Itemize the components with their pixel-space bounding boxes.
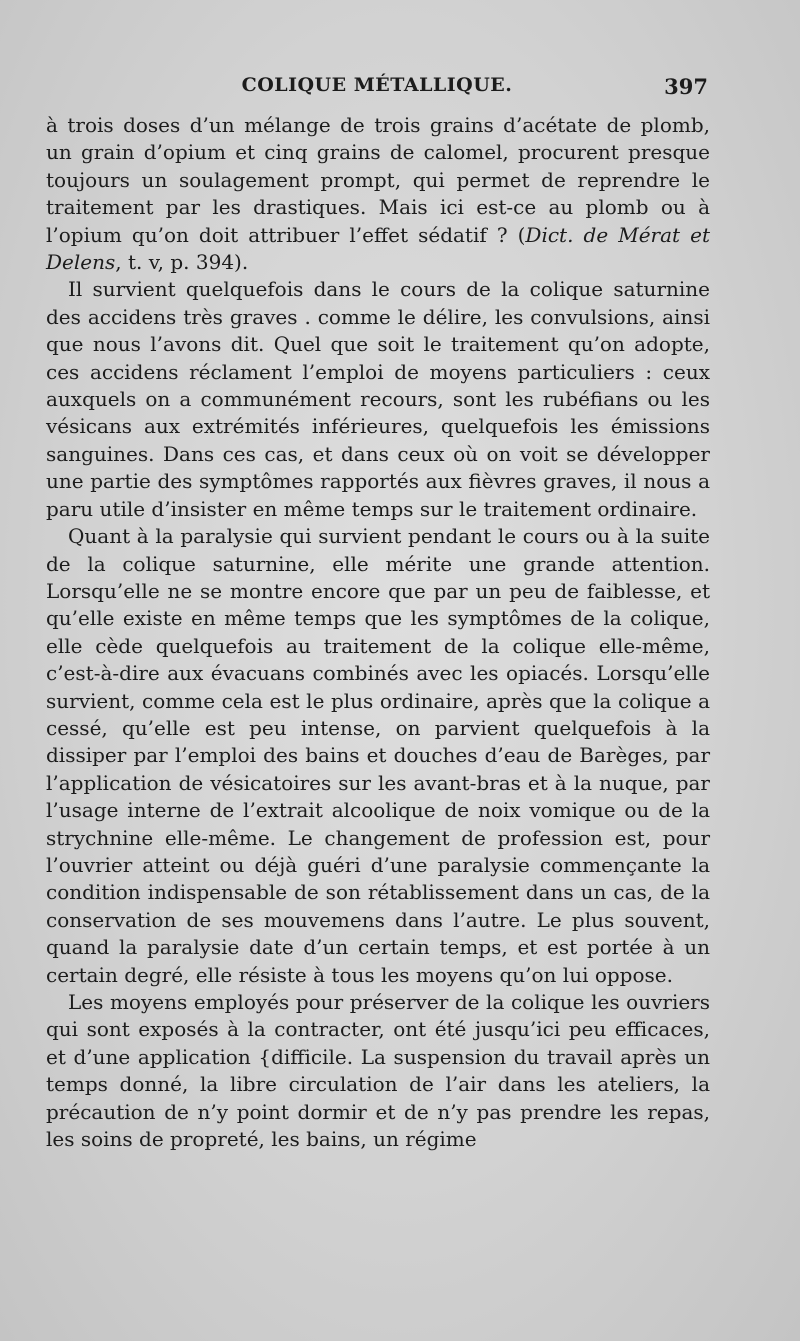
citation-reference: , t. v, p. 394). bbox=[115, 250, 249, 275]
paragraph-2: Il survient quelquefois dans le cours de la colique saturnine des accidens très graves . comme le délire, les convulsions, ainsi que nous l’avons dit. Quel que soit le traitement qu’on adopte, ces accidens réclament l’emploi de moyens particuliers : ceux auxquels on a communément recours, sont les rubéfians ou les vésicans aux extrémités inférieures, quelquefois les émissions sanguines. Dans ces cas, et dans ceux où on voit se développer une partie des symptômes rapportés aux fièvres graves, il nous a paru utile d’insister en même temps sur le traitement ordinaire. bbox=[46, 277, 710, 521]
paragraph-1-text: à trois doses d’un mélange de trois grains d’acétate de plomb, un grain d’opium et cinq grains de calomel, procurent presque toujours un soulagement prompt, qui permet de reprendre le traitement par les drastiques. Mais ici est-ce au plomb ou à l’opium qu’on doit attribuer l’effet sédatif ? ( bbox=[46, 113, 710, 247]
page-number: 397 bbox=[664, 74, 708, 99]
running-title: COLIQUE MÉTALLIQUE. bbox=[241, 74, 513, 96]
paragraph-1 bbox=[46, 112, 710, 276]
citation-title: Dict. de Mérat et Delens bbox=[46, 222, 710, 275]
body-text bbox=[46, 112, 710, 1153]
paragraph-4: Les moyens employés pour préserver de la colique les ouvriers qui sont exposés à la contracter, ont été jusqu’ici peu efficaces, et d’une application {difficile. La suspension du travail après un temps donné, la libre circulation de l’air dans les ateliers, la précaution de n’y point dormir et de n’y pas prendre les repas, les soins de propreté, les bains, un régime bbox=[46, 990, 710, 1152]
page-header bbox=[46, 74, 708, 104]
paragraph-3: Quant à la paralysie qui survient pendant le cours ou à la suite de la colique saturnine, elle mérite une grande attention. Lorsqu’elle ne se montre encore que par un peu de faiblesse, et qu’elle existe en même temps que les symptômes de la colique, elle cède quelquefois au traitement de la colique elle-même, c’est-à-dire aux évacuans combinés avec les opiacés. Lorsqu’elle survient, comme cela est le plus ordinaire, après que la colique a cessé, qu’elle est peu intense, on parvient quelquefois à la dissiper par l’emploi des bains et douches d’eau de Barèges, par l’application de vésicatoires sur les avant-bras et à la nuque, par l’usage interne de l’extrait alcoolique de noix vomique ou de la strychnine elle-même. Le changement de profession est, pour l’ouvrier atteint ou déjà guéri d’une paralysie commençante la condition indispensable de son rétablissement dans un cas, de la conservation de ses mouvemens dans l’autre. Le plus souvent, quand la paralysie date d’un certain temps, et est portée à un certain degré, elle résiste à tous les moyens qu’on lui oppose. bbox=[46, 524, 710, 987]
